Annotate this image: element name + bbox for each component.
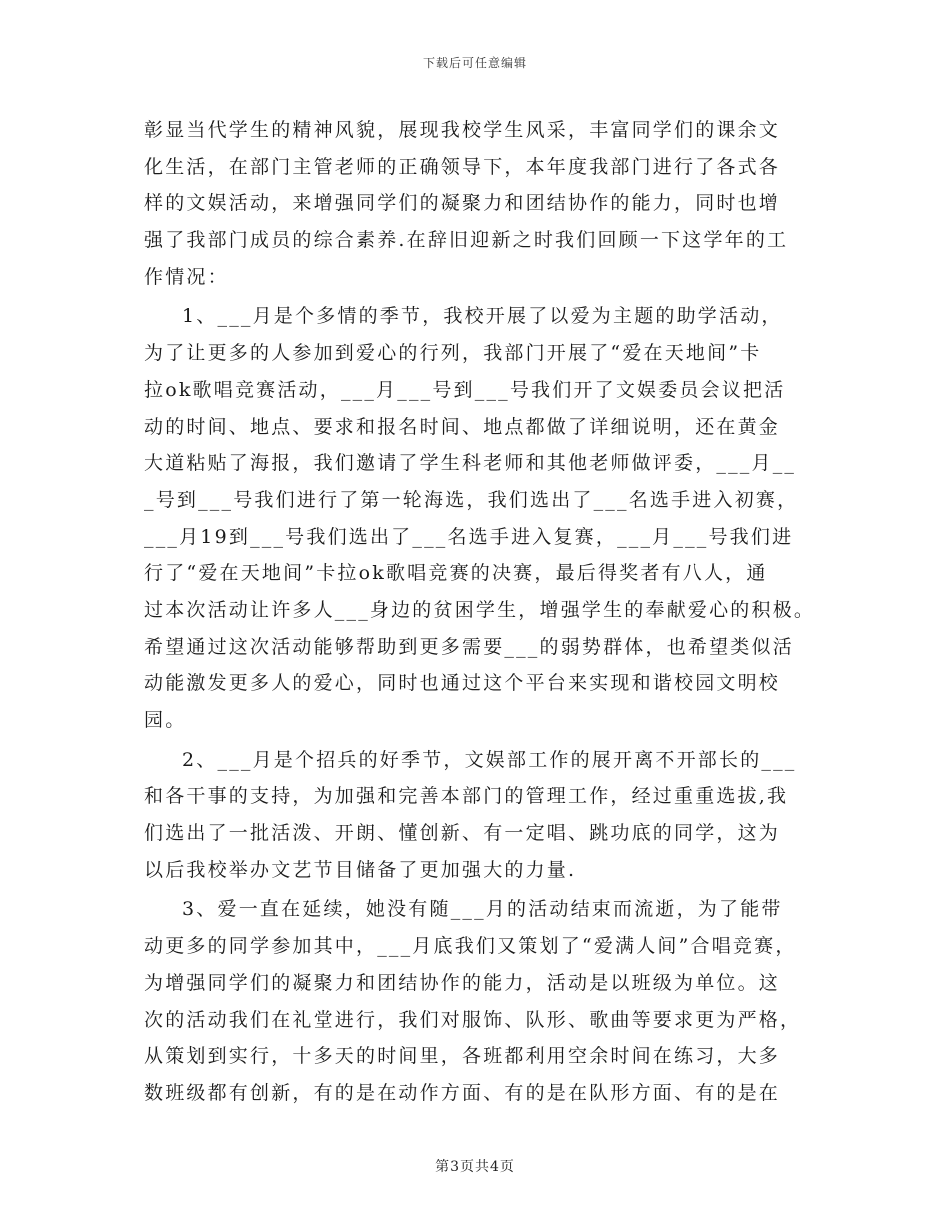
paragraph-item-3 <box>144 891 808 1111</box>
paragraph-intro <box>144 112 808 295</box>
text-line: ___月19到___号我们选出了___名选手进入复赛，___月___号我们进 <box>144 525 794 548</box>
text-line: 以后我校举办文艺节目储备了更加强大的力量. <box>144 858 577 881</box>
text-line: 拉ok歌唱竞赛活动，___月___号到___号我们开了文娱委员会议把活 <box>144 378 786 401</box>
text-line: 和各干事的支持，为加强和完善本部门的管理工作，经过重重选拔,我 <box>144 785 789 808</box>
text-line: 强了我部门成员的综合素养.在辞旧迎新之时我们回顾一下这学年的工 <box>144 229 789 252</box>
document-body <box>144 112 816 1115</box>
text-line: 大道粘贴了海报，我们邀请了学生科老师和其他老师做评委，___月__ <box>144 452 797 475</box>
text-line: 数班级都有创新，有的是在动作方面、有的是在队形方面、有的是在 <box>144 1081 781 1104</box>
text-line: _号到___号我们进行了第一轮海选，我们选出了___名选手进入初赛， <box>144 488 799 511</box>
text-line: 彰显当代学生的精神风貌，展现我校学生风采，丰富同学们的课余文 <box>144 119 781 141</box>
paragraph-item-1 <box>144 298 816 738</box>
text-line: 次的活动我们在礼堂进行，我们对服饰、队形、歌曲等要求更为严格， <box>144 1008 802 1031</box>
text-line: 动的时间、地点、要求和报名时间、地点都做了详细说明，还在黄金 <box>144 415 781 438</box>
text-line: 为增强同学们的凝聚力和团结协作的能力，活动是以班级为单位。这 <box>144 971 781 994</box>
text-line: 为了让更多的人参加到爱心的行列，我部门开展了“爱在天地间”卡 <box>144 342 762 365</box>
text-line: 1、___月是个多情的季节，我校开展了以爱为主题的助学活动， <box>182 305 783 328</box>
page-number: 第3页共4页 <box>435 1159 515 1175</box>
text-line: 2、___月是个招兵的好季节，文娱部工作的展开离不开部长的___ <box>182 748 797 771</box>
paragraph-item-2 <box>144 742 808 889</box>
text-line: 们选出了一批活泼、开朗、懂创新、有一定唱、跳功底的同学，这为 <box>144 822 781 845</box>
text-line: 动能激发更多人的爱心，同时也通过这个平台来实现和谐校园文明校 <box>144 672 781 695</box>
text-line: 希望通过这次活动能够帮助到更多需要___的弱势群体，也希望类似活 <box>144 635 794 658</box>
text-line: 过本次活动让许多人___身边的贫困学生，增强学生的奉献爱心的积极。 <box>144 598 816 621</box>
text-line: 从策划到实行，十多天的时间里，各班都利用空余时间在练习，大多 <box>144 1045 781 1068</box>
text-line: 3、爱一直在延续，她没有随___月的活动结束而流逝，为了能带 <box>182 898 783 921</box>
text-line: 园。 <box>144 709 187 731</box>
text-line: 作情况： <box>144 265 229 288</box>
text-line: 动更多的同学参加其中，___月底我们又策划了“爱满人间”合唱竞赛， <box>144 935 797 958</box>
text-line: 化生活，在部门主管老师的正确领导下，本年度我部门进行了各式各 <box>144 155 781 178</box>
text-line: 行了“爱在天地间”卡拉ok歌唱竞赛的决赛，最后得奖者有八人，通 <box>144 562 768 585</box>
page-header: 下载后可任意编辑 <box>422 56 527 70</box>
text-line: 样的文娱活动，来增强同学们的凝聚力和团结协作的能力，同时也增 <box>144 192 781 215</box>
